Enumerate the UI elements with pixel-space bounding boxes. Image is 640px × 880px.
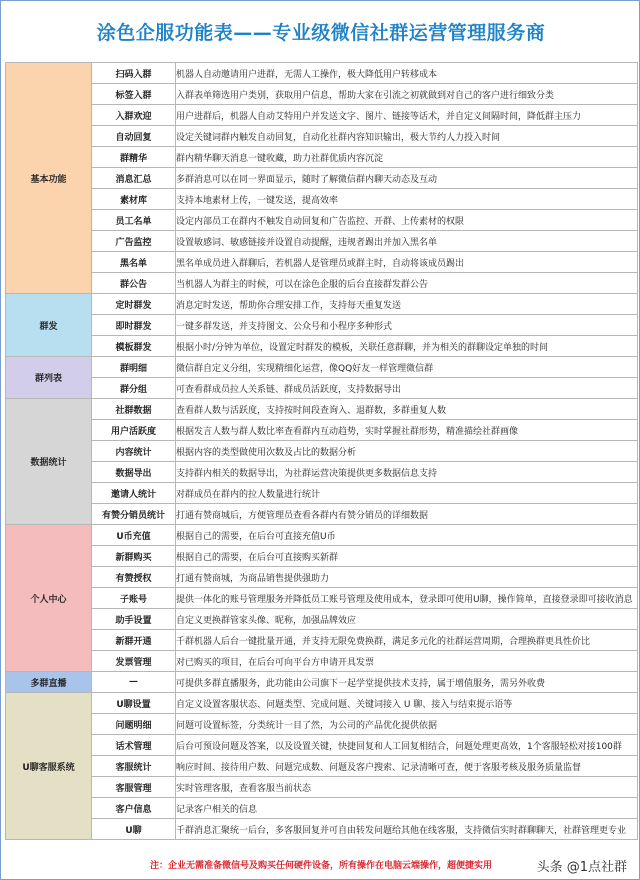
feature-name: U聊 (92, 819, 176, 840)
table-row (6, 84, 638, 105)
feature-description: 响应时间、接待用户数、问题完成数、问题及客户搜索、记录清晰可查，便于客服考核及服务质量监督 (176, 756, 638, 777)
feature-name: — (92, 672, 176, 693)
feature-name: 群分组 (92, 378, 176, 399)
feature-description: 根据自己的需要，在后台可直接充值U币 (176, 525, 638, 546)
feature-name: U币充值 (92, 525, 176, 546)
feature-description: 千群消息汇聚统一后台，多客服回复并可自由转发问题给其他在线客服，支持微信实时群聊聊天，社群管理更专业 (176, 819, 638, 840)
category-cell: U聊客服系统 (6, 693, 92, 840)
table-row (6, 483, 638, 504)
table-row (6, 294, 638, 315)
watermark: 头条 @1点社群 (535, 856, 629, 875)
feature-description: 群内精华聊天消息一键收藏，助力社群优质内容沉淀 (176, 147, 638, 168)
category-cell: 多群直播 (6, 672, 92, 693)
feature-name: U聊设置 (92, 693, 176, 714)
table-row (6, 588, 638, 609)
feature-description: 黑名单成员进入群聊后，若机器人是管理员或群主时，自动将该成员踢出 (176, 252, 638, 273)
feature-name: 新群购买 (92, 546, 176, 567)
feature-name: 即时群发 (92, 315, 176, 336)
table-row (6, 63, 638, 84)
feature-description: 当机器人为群主的时候，可以在涂色企服的后台直接群发群公告 (176, 273, 638, 294)
feature-name: 素材库 (92, 189, 176, 210)
feature-description: 消息定时发送，帮助你合理安排工作，支持每天重复发送 (176, 294, 638, 315)
footer-note: 注：企业无需准备微信号及购买任何硬件设备，所有操作在电脑云端操作，超便捷实用 (149, 860, 492, 871)
table-row (6, 168, 638, 189)
feature-description: 自定义更换群管家头像、昵称，加强品牌效应 (176, 609, 638, 630)
feature-name: 内容统计 (92, 441, 176, 462)
feature-name: 邀请人统计 (92, 483, 176, 504)
feature-description: 对已购买的项目，在后台可向平台方申请开具发票 (176, 651, 638, 672)
table-row (6, 525, 638, 546)
feature-name: 数据导出 (92, 462, 176, 483)
table-row (6, 420, 638, 441)
category-cell: 数据统计 (6, 399, 92, 525)
feature-name: 群精华 (92, 147, 176, 168)
feature-name: 问题明细 (92, 714, 176, 735)
feature-description: 根据小时/分钟为单位，设置定时群发的模板，关联任意群聊，并为相关的群聊设定单独的时间 (176, 336, 638, 357)
table-row (6, 105, 638, 126)
table-row (6, 189, 638, 210)
table-row (6, 798, 638, 819)
feature-description: 一键多群发送，并支持图文、公众号和小程序多种形式 (176, 315, 638, 336)
table-row (6, 315, 638, 336)
table-row (6, 609, 638, 630)
feature-description: 查看群人数与活跃度，支持按时间段查询入、退群数，多群重复人数 (176, 399, 638, 420)
table-row (6, 126, 638, 147)
feature-name: 客户信息 (92, 798, 176, 819)
feature-name: 用户活跃度 (92, 420, 176, 441)
feature-name: 发票管理 (92, 651, 176, 672)
feature-name: 标签入群 (92, 84, 176, 105)
feature-description: 设定关键词群内触发自动回复，自动化社群内容知识输出，极大节约人力投入时间 (176, 126, 638, 147)
feature-description: 支持本地素材上传，一键发送，提高效率 (176, 189, 638, 210)
table-row (6, 441, 638, 462)
feature-name: 扫码入群 (92, 63, 176, 84)
table-row (6, 756, 638, 777)
table-row (6, 546, 638, 567)
table-row (6, 714, 638, 735)
category-cell: 基本功能 (6, 63, 92, 294)
feature-description: 微信群自定义分组，实现精细化运营，像QQ好友一样管理微信群 (176, 357, 638, 378)
feature-description: 入群表单筛选用户类别，获取用户信息，帮助大家在引流之初就做到对自己的客户进行细致分类 (176, 84, 638, 105)
feature-name: 黑名单 (92, 252, 176, 273)
feature-name: 社群数据 (92, 399, 176, 420)
feature-description: 支持群内相关的数据导出，为社群运营决策提供更多数据信息支持 (176, 462, 638, 483)
feature-description: 提供一体化的账号管理服务并降低员工账号管理及使用成本，登录即可使用U聊，操作简单，直接登录即可接收消息 (176, 588, 638, 609)
feature-name: 入群欢迎 (92, 105, 176, 126)
feature-name: 消息汇总 (92, 168, 176, 189)
feature-description: 可查看群成员拉人关系链、群成员活跃度，支持数据导出 (176, 378, 638, 399)
feature-name: 客服统计 (92, 756, 176, 777)
feature-name: 子账号 (92, 588, 176, 609)
feature-description: 根据自己的需要，在后台可直接购买新群 (176, 546, 638, 567)
table-row (6, 777, 638, 798)
feature-name: 员工名单 (92, 210, 176, 231)
feature-description: 多群消息可以在同一界面显示，随时了解微信群内聊天动态及互动 (176, 168, 638, 189)
category-cell: 个人中心 (6, 525, 92, 672)
feature-description: 根据发言人数与群人数比率查看群内互动趋势，实时掌握社群形势，精准描绘社群画像 (176, 420, 638, 441)
table-row (6, 735, 638, 756)
feature-name: 定时群发 (92, 294, 176, 315)
category-cell: 群发 (6, 294, 92, 357)
feature-description: 问题可设置标签，分类统计一目了然，为公司的产品优化提供依据 (176, 714, 638, 735)
table-row (6, 651, 638, 672)
feature-description: 机器人自动邀请用户进群，无需人工操作，极大降低用户转移成本 (176, 63, 638, 84)
feature-name: 自动回复 (92, 126, 176, 147)
feature-name: 新群开通 (92, 630, 176, 651)
feature-description: 打通有赞商城后，方便管理员查看各群内有赞分销员的详细数据 (176, 504, 638, 525)
table-row (6, 147, 638, 168)
feature-name: 客服管理 (92, 777, 176, 798)
table-row (6, 252, 638, 273)
feature-description: 自定义设置客服状态、问题类型、完成问题、关键词接入 U 聊、接入与结束提示语等 (176, 693, 638, 714)
feature-name: 广告监控 (92, 231, 176, 252)
feature-description: 千群机器人后台一键批量开通，并支持无限免费换群，满足多元化的社群运营周期，合理换群更具性价比 (176, 630, 638, 651)
feature-name: 群明细 (92, 357, 176, 378)
feature-description: 设定内部员工在群内不触发自动回复和广告监控、开群、上传素材的权限 (176, 210, 638, 231)
feature-name: 有赞分销员统计 (92, 504, 176, 525)
feature-name: 话术管理 (92, 735, 176, 756)
table-row (6, 462, 638, 483)
table-row (6, 273, 638, 294)
table-row (6, 630, 638, 651)
feature-description: 可提供多群直播服务，此功能由公司旗下一起学堂提供技术支持，属于增值服务，需另外收费 (176, 672, 638, 693)
table-row (6, 819, 638, 840)
table-row (6, 336, 638, 357)
feature-description: 用户进群后，机器人自动艾特用户并发送文字、图片、链接等话术，并自定义间隔时间，降低群主压力 (176, 105, 638, 126)
feature-description: 对群成员在群内的拉人数量进行统计 (176, 483, 638, 504)
page-title: 涂色企服功能表——专业级微信社群运营管理服务商 (96, 21, 546, 44)
feature-description: 记录客户相关的信息 (176, 798, 638, 819)
feature-description: 设置敏感词、敏感链接并设置自动提醒，违规者踢出并加入黑名单 (176, 231, 638, 252)
feature-name: 有赞授权 (92, 567, 176, 588)
table-row (6, 672, 638, 693)
feature-table-body (6, 63, 638, 840)
table-row (6, 693, 638, 714)
feature-table (5, 62, 638, 840)
feature-description: 实时管理客服，查看客服当前状态 (176, 777, 638, 798)
feature-name: 群公告 (92, 273, 176, 294)
feature-name: 模板群发 (92, 336, 176, 357)
feature-description: 打通有赞商城，为商品销售提供强助力 (176, 567, 638, 588)
feature-description: 后台可预设问题及答案，以及设置关键，快捷回复和人工回复相结合，问题处理更高效，1个客服轻松对接100群 (176, 735, 638, 756)
table-row (6, 210, 638, 231)
table-row (6, 567, 638, 588)
table-row (6, 231, 638, 252)
table-row (6, 399, 638, 420)
feature-description: 根据内容的类型做使用次数及占比的数据分析 (176, 441, 638, 462)
table-row (6, 357, 638, 378)
table-row (6, 504, 638, 525)
category-cell: 群列表 (6, 357, 92, 399)
feature-name: 助手设置 (92, 609, 176, 630)
table-row (6, 378, 638, 399)
